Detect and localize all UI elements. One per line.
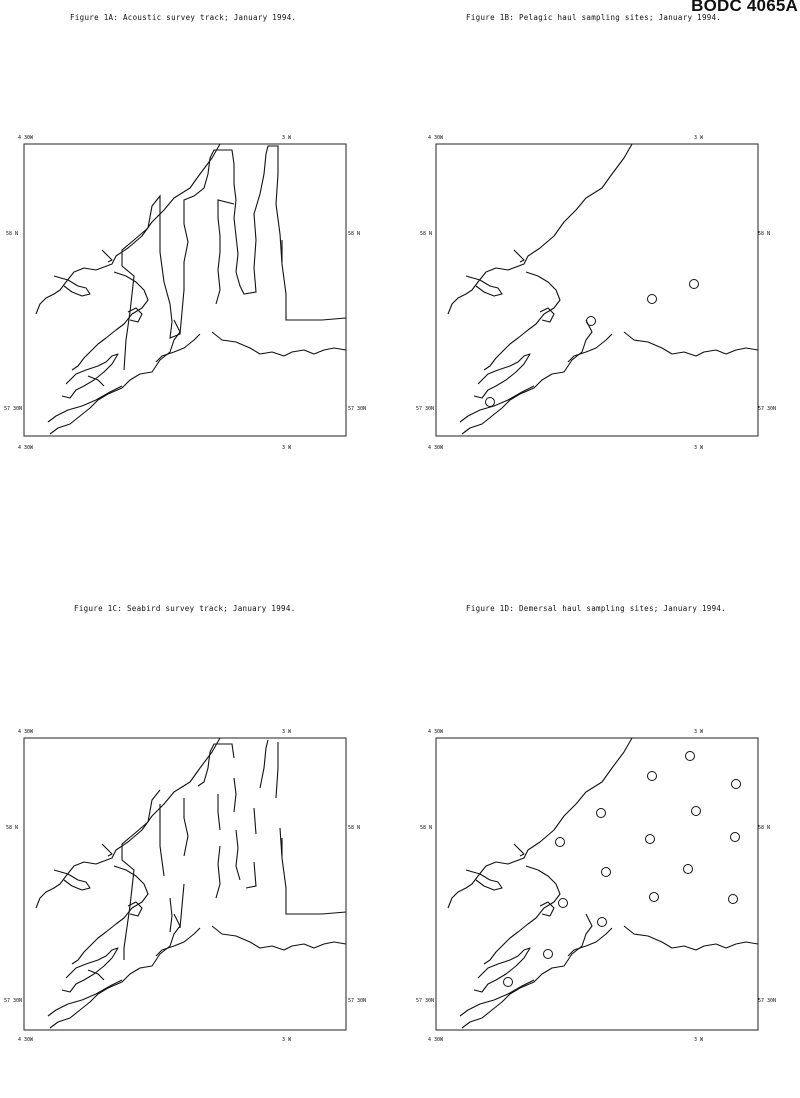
panel-a-lon-left-top: 4 30W (18, 135, 34, 141)
panel-b-frame (436, 144, 758, 436)
document-reference: BODC 4065A (691, 0, 798, 15)
panel-d-site-13 (729, 895, 738, 904)
panel-c-coastline (36, 738, 346, 1028)
panel-d-site-14 (598, 918, 607, 927)
panel-a-lat-top-right: 58 N (348, 231, 361, 237)
panel-b-lon-left-top: 4 30W (428, 135, 444, 141)
panel-c-lat-bottom-left: 57 30N (4, 998, 23, 1004)
panel-d-site-16 (504, 978, 513, 987)
panel-d-site-6 (556, 838, 565, 847)
panel-d-site-12 (650, 893, 659, 902)
panel-a (24, 144, 346, 436)
panel-a-coastline (36, 144, 346, 434)
panel-c-lon-left-bottom: 4 30W (18, 1037, 34, 1043)
panel-d-site-2 (648, 772, 657, 781)
panel-d-lat-bottom-left: 57 30N (416, 998, 435, 1004)
panel-b-lat-top-left: 58 N (420, 231, 433, 237)
panel-b-site-2 (648, 295, 657, 304)
panel-d-site-1 (686, 752, 695, 761)
panel-c (24, 738, 346, 1030)
panel-d-frame (436, 738, 758, 1030)
panel-a-lon-right-top: 3 W (282, 135, 292, 141)
panel-d-lon-left-top: 4 30W (428, 729, 444, 735)
caption-1d: Figure 1D: Demersal haul sampling sites; January 1994. (466, 604, 727, 613)
panel-b-lat-bottom-right: 57 30N (758, 406, 777, 412)
panel-a-survey-track (88, 146, 346, 386)
panel-d-lon-left-bottom: 4 30W (428, 1037, 444, 1043)
panel-a-lon-left-bottom: 4 30W (18, 445, 34, 451)
panel-a-frame (24, 144, 346, 436)
panel-a-lat-top-left: 58 N (6, 231, 19, 237)
panel-d-site-3 (732, 780, 741, 789)
panel-d-lat-top-left: 58 N (420, 825, 433, 831)
panel-c-lon-right-bottom: 3 W (282, 1037, 292, 1043)
panel-c-frame (24, 738, 346, 1030)
panel-b-site-3 (690, 280, 699, 289)
panel-d-lat-top-right: 58 N (758, 825, 771, 831)
panel-b-lat-top-right: 58 N (758, 231, 771, 237)
caption-1a: Figure 1A: Acoustic survey track; January 1994. (70, 13, 297, 22)
panel-b-site-1 (587, 317, 596, 326)
panel-c-lat-top-right: 58 N (348, 825, 361, 831)
panel-b-lat-bottom-left: 57 30N (416, 406, 435, 412)
caption-1b: Figure 1B: Pelagic haul sampling sites; January 1994. (466, 13, 722, 22)
panel-d-site-5 (692, 807, 701, 816)
panel-d-coastline (448, 738, 758, 1028)
panel-d-site-15 (544, 950, 553, 959)
panel-d-lon-right-bottom: 3 W (694, 1037, 704, 1043)
panel-d (436, 738, 758, 1030)
panel-b-lon-left-bottom: 4 30W (428, 445, 444, 451)
panel-b-lon-right-top: 3 W (694, 135, 704, 141)
panel-c-lat-top-left: 58 N (6, 825, 19, 831)
panel-d-site-4 (597, 809, 606, 818)
panel-d-site-9 (602, 868, 611, 877)
panel-c-survey-track (88, 740, 346, 980)
panel-c-lat-bottom-right: 57 30N (348, 998, 367, 1004)
panel-b (436, 144, 758, 436)
panel-b-lon-right-bottom: 3 W (694, 445, 704, 451)
panel-a-lat-bottom-left: 57 30N (4, 406, 23, 412)
panel-d-lat-bottom-right: 57 30N (758, 998, 777, 1004)
panel-c-lon-left-top: 4 30W (18, 729, 34, 735)
panel-b-coastline (448, 144, 758, 434)
caption-1c: Figure 1C: Seabird survey track; January 1994. (74, 604, 296, 613)
panel-d-lon-right-top: 3 W (694, 729, 704, 735)
panel-a-lat-bottom-right: 57 30N (348, 406, 367, 412)
panel-a-lon-right-bottom: 3 W (282, 445, 292, 451)
panel-d-site-7 (646, 835, 655, 844)
panel-b-site-4 (486, 398, 495, 407)
panel-d-site-11 (559, 899, 568, 908)
panel-d-site-8 (731, 833, 740, 842)
panel-d-site-10 (684, 865, 693, 874)
panel-c-lon-right-top: 3 W (282, 729, 292, 735)
